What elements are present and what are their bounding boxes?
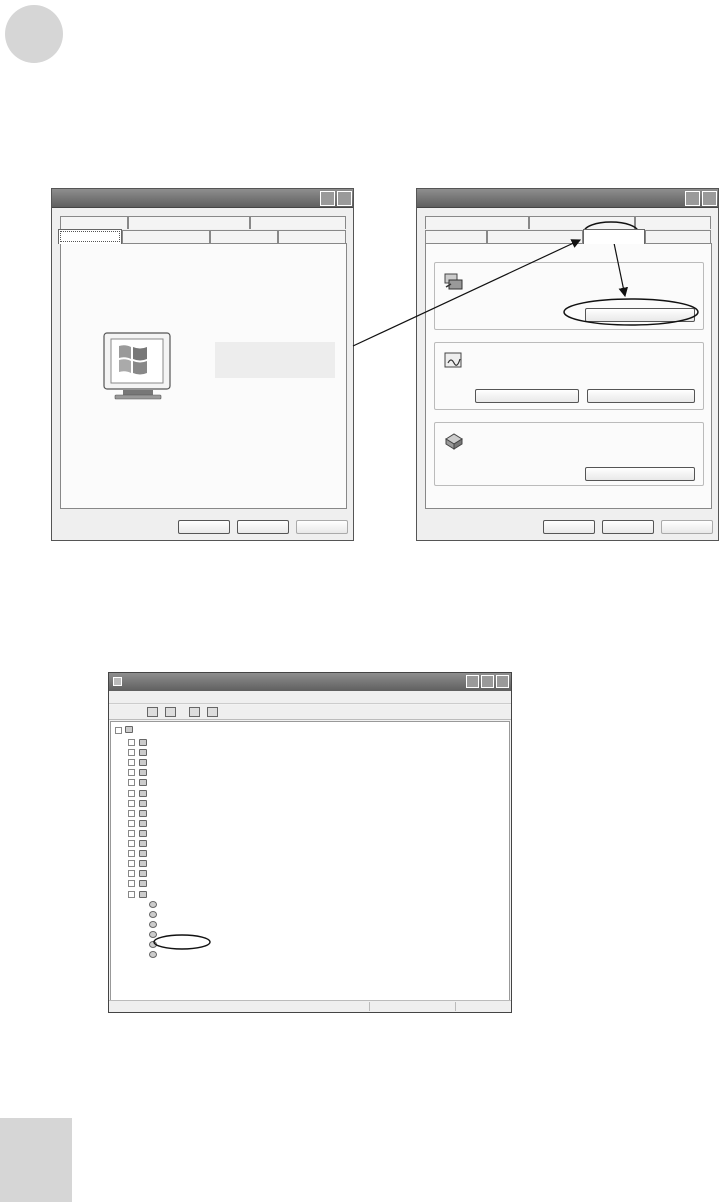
tab-hardware[interactable]	[583, 229, 645, 244]
device-manager-window	[108, 672, 512, 1013]
maximize-button[interactable]	[481, 675, 494, 688]
expand-toggle[interactable]	[128, 850, 135, 857]
category-icon	[139, 880, 147, 887]
expand-toggle[interactable]	[128, 800, 135, 807]
system-properties-hardware-dialog	[416, 188, 719, 541]
category-icon	[139, 759, 147, 766]
ok-button[interactable]	[543, 520, 595, 534]
tab-hardware[interactable]	[210, 230, 278, 243]
expand-toggle[interactable]	[128, 840, 135, 847]
status-bar	[109, 1000, 511, 1012]
ok-button[interactable]	[178, 520, 230, 534]
expand-toggle[interactable]	[128, 749, 135, 756]
hardware-profiles-icon	[443, 431, 465, 451]
category-icon	[139, 860, 147, 867]
category-icon	[139, 749, 147, 756]
category-icon	[139, 800, 147, 807]
expand-toggle[interactable]	[128, 810, 135, 817]
category-icon	[139, 779, 147, 786]
category-icon	[139, 810, 147, 817]
forward-icon[interactable]	[127, 707, 138, 717]
general-tab-panel	[60, 243, 347, 509]
tab-system-restore[interactable]	[60, 216, 128, 229]
page-marker-circle	[5, 5, 63, 63]
expand-toggle[interactable]	[128, 820, 135, 827]
expand-toggle[interactable]	[128, 891, 135, 898]
page-corner-block	[0, 1118, 72, 1202]
back-icon[interactable]	[114, 707, 125, 717]
hardware-profiles-group	[434, 422, 704, 486]
windows-update-button[interactable]	[587, 389, 695, 403]
hardware-profiles-button[interactable]	[585, 467, 695, 481]
tab-automatic-updates[interactable]	[529, 216, 635, 229]
device-icon	[149, 931, 157, 938]
print-icon[interactable]	[165, 707, 176, 717]
cancel-button[interactable]	[237, 520, 289, 534]
status-cell	[369, 1002, 455, 1011]
expand-toggle[interactable]	[128, 860, 135, 867]
device-icon	[149, 911, 157, 918]
device-icon	[149, 901, 157, 908]
driver-signing-icon	[443, 351, 465, 371]
help-button[interactable]	[320, 191, 335, 206]
tab-automatic-updates[interactable]	[128, 216, 250, 229]
hardware-tab-panel	[425, 243, 712, 509]
computer-root-icon	[125, 726, 133, 733]
device-manager-group	[434, 262, 704, 330]
close-button[interactable]	[337, 191, 352, 206]
device-icon	[149, 921, 157, 928]
category-icon	[139, 840, 147, 847]
driver-signing-button[interactable]	[475, 389, 579, 403]
tab-remote[interactable]	[635, 216, 711, 229]
expand-toggle[interactable]	[128, 870, 135, 877]
category-icon	[139, 769, 147, 776]
expand-toggle[interactable]	[128, 880, 135, 887]
category-icon	[139, 820, 147, 827]
device-manager-app-icon	[113, 677, 122, 686]
tab-remote[interactable]	[250, 216, 346, 229]
tab-computer-name[interactable]	[487, 230, 583, 243]
tab-advanced[interactable]	[645, 230, 711, 243]
title-bar	[52, 189, 353, 208]
apply-button[interactable]	[661, 520, 713, 534]
close-button[interactable]	[496, 675, 509, 688]
category-icon	[139, 891, 147, 898]
device-manager-button[interactable]	[585, 308, 695, 322]
device-tree	[110, 721, 510, 1001]
toolbar	[109, 705, 511, 720]
system-properties-general-dialog	[51, 188, 354, 541]
cancel-button[interactable]	[602, 520, 654, 534]
minimize-button[interactable]	[466, 675, 479, 688]
expand-toggle[interactable]	[128, 830, 135, 837]
category-icon	[139, 850, 147, 857]
title-bar	[417, 189, 718, 208]
tab-computer-name[interactable]	[122, 230, 210, 243]
tab-system-restore[interactable]	[425, 216, 529, 229]
windows-monitor-icon	[101, 330, 177, 402]
tab-advanced[interactable]	[278, 230, 346, 243]
tab-general[interactable]	[58, 229, 122, 244]
registration-info-box	[215, 342, 335, 378]
root-collapse-toggle[interactable]	[115, 727, 122, 734]
expand-toggle[interactable]	[128, 759, 135, 766]
device-icon	[149, 951, 157, 958]
tab-general[interactable]	[425, 230, 487, 243]
expand-toggle[interactable]	[128, 739, 135, 746]
close-button[interactable]	[702, 191, 717, 206]
category-icon	[139, 739, 147, 746]
drivers-group	[434, 342, 704, 410]
category-icon	[139, 830, 147, 837]
category-icon	[139, 870, 147, 877]
properties-icon[interactable]	[189, 707, 200, 717]
device-manager-icon	[443, 271, 465, 291]
expand-toggle[interactable]	[128, 769, 135, 776]
show-hide-tree-icon[interactable]	[147, 707, 158, 717]
help-icon[interactable]	[207, 707, 218, 717]
category-icon	[139, 790, 147, 797]
expand-toggle[interactable]	[128, 790, 135, 797]
apply-button[interactable]	[296, 520, 348, 534]
expand-toggle[interactable]	[128, 779, 135, 786]
help-button[interactable]	[685, 191, 700, 206]
menu-bar	[109, 691, 511, 704]
status-cell	[455, 1002, 511, 1011]
title-bar	[109, 673, 511, 691]
device-icon	[149, 941, 157, 948]
